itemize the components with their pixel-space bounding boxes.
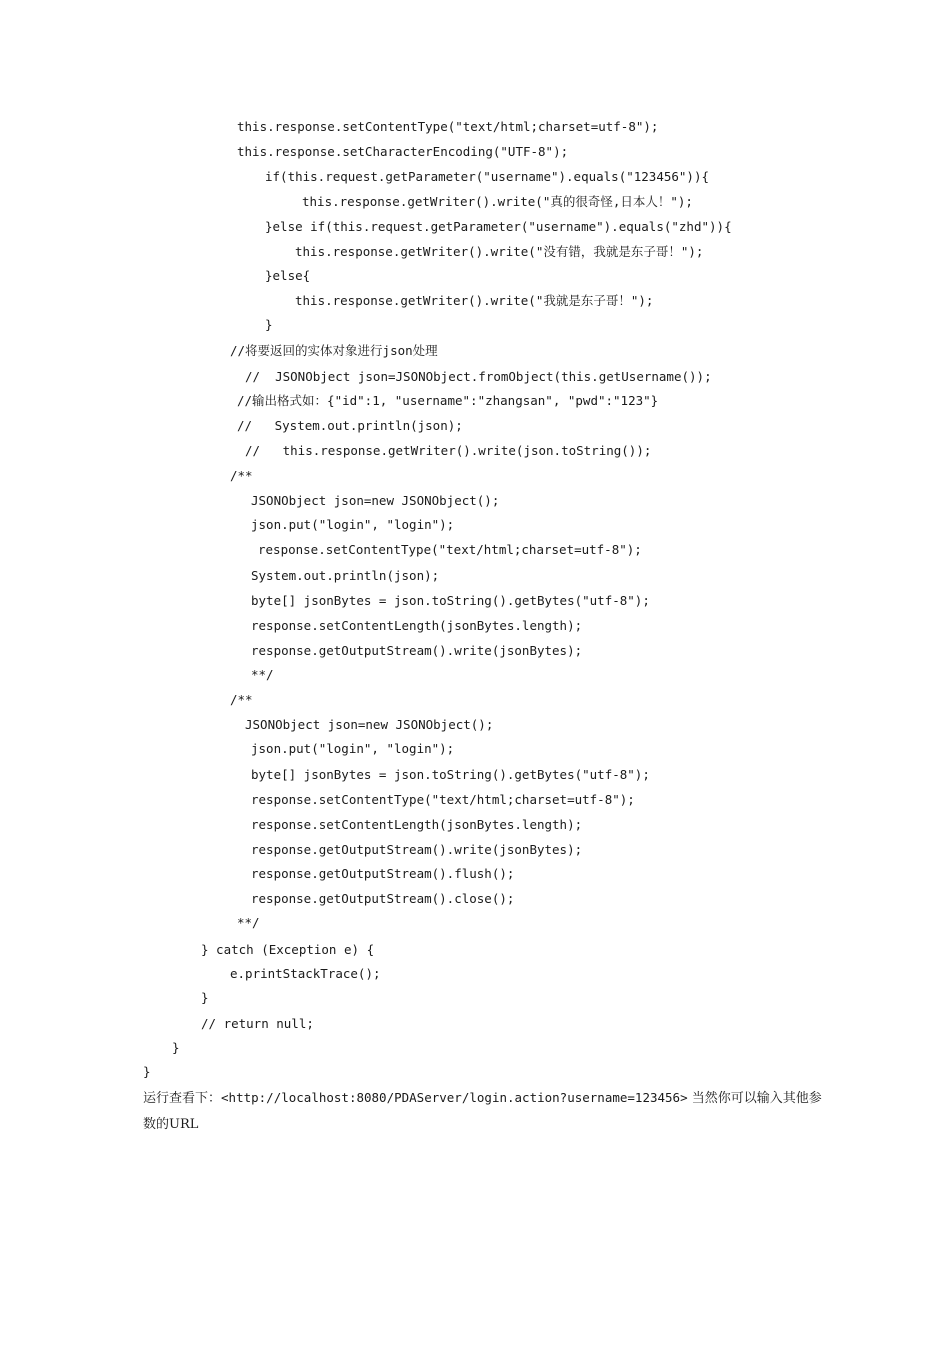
- code-line: response.setContentLength(jsonBytes.length);: [251, 817, 583, 832]
- code-line: byte[] jsonBytes = json.toString().getBytes("utf-8");: [251, 593, 650, 608]
- code-line: } catch (Exception e) {: [201, 942, 375, 957]
- paragraph-suffix: 当然你可以输入其他参数的URL: [143, 1091, 822, 1132]
- code-line: }: [143, 1064, 151, 1079]
- code-line: response.getOutputStream().flush();: [251, 866, 515, 881]
- paragraph-prefix: 运行查看下：: [143, 1091, 222, 1106]
- example-url: <http://localhost:8080/PDAServer/login.action?username=123456>: [221, 1090, 688, 1105]
- code-comment: **/: [251, 667, 274, 682]
- code-comment: // return null;: [201, 1016, 314, 1031]
- code-line: this.response.getWriter().write("真的很奇怪,日本人！");: [302, 194, 693, 209]
- code-line: }: [201, 990, 209, 1005]
- code-comment: /**: [230, 468, 253, 483]
- code-comment: //输出格式如：{"id":1, "username":"zhangsan", "pwd":"123"}: [237, 393, 659, 408]
- code-line: }else{: [265, 268, 311, 283]
- code-line: response.setContentType("text/html;charset=utf-8");: [251, 792, 635, 807]
- code-line: response.getOutputStream().write(jsonBytes);: [251, 643, 583, 658]
- code-line: System.out.println(json);: [251, 568, 440, 583]
- code-line: response.getOutputStream().write(jsonBytes);: [251, 842, 583, 857]
- code-line: response.setContentLength(jsonBytes.length);: [251, 618, 583, 633]
- code-line: JSONObject json=new JSONObject();: [245, 717, 494, 732]
- code-comment: // System.out.println(json);: [237, 418, 463, 433]
- code-line: this.response.getWriter().write("没有错，我就是东子哥！");: [295, 244, 704, 259]
- code-line: this.response.setContentType("text/html;charset=utf-8");: [237, 119, 659, 134]
- code-line: response.getOutputStream().close();: [251, 891, 515, 906]
- code-line: JSONObject json=new JSONObject();: [251, 493, 500, 508]
- code-line: if(this.request.getParameter("username").equals("123456")){: [265, 169, 710, 184]
- code-line: }else if(this.request.getParameter("username").equals("zhd")){: [265, 219, 732, 234]
- code-line: this.response.getWriter().write("我就是东子哥！");: [295, 293, 654, 308]
- code-comment: // JSONObject json=JSONObject.fromObject(this.getUsername());: [245, 369, 712, 384]
- code-line: }: [172, 1040, 180, 1055]
- code-comment: //将要返回的实体对象进行json处理: [230, 343, 438, 358]
- code-comment: /**: [230, 692, 253, 707]
- code-line: e.printStackTrace();: [230, 966, 381, 981]
- code-line: json.put("login", "login");: [251, 741, 455, 756]
- code-line: json.put("login", "login");: [251, 517, 455, 532]
- code-line: this.response.setCharacterEncoding("UTF-8");: [237, 144, 569, 159]
- code-line: }: [265, 317, 273, 332]
- code-line: response.setContentType("text/html;charset=utf-8");: [258, 542, 642, 557]
- code-comment: **/: [237, 915, 260, 930]
- paragraph-run-instructions: [143, 1085, 823, 1138]
- code-comment: // this.response.getWriter().write(json.toString());: [245, 443, 652, 458]
- code-line: byte[] jsonBytes = json.toString().getBytes("utf-8");: [251, 767, 650, 782]
